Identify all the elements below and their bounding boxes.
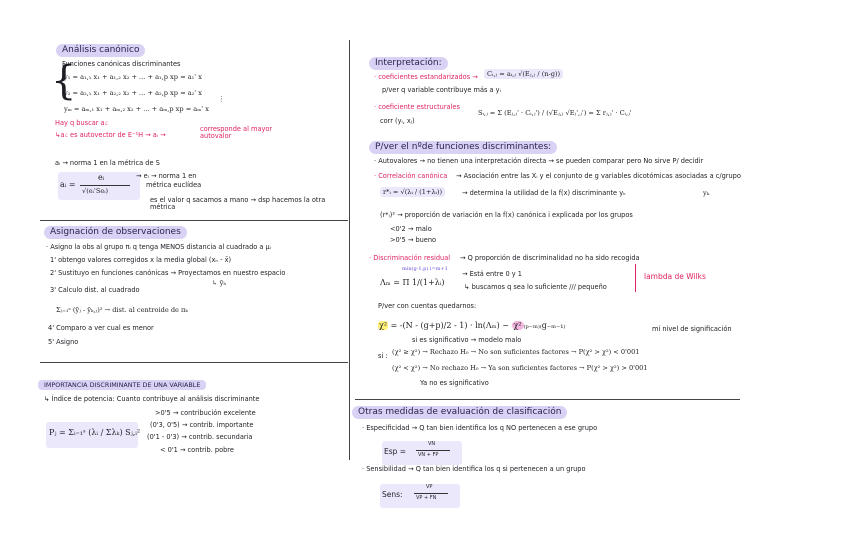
correlacion-text: → Asociación entre las Xᵢ y el conjunto de g variables dicotómicas asociadas a c/grupo [456, 172, 741, 180]
condition-1: (χ² ≥ χ²) → Rechazo H₀ → No son suficientes factores → P(χ² > χ²) < 0'001 [392, 348, 640, 356]
especificidad-line: · Especificidad → Q tan bien identifica los q NO pertenecen a ese grupo [362, 424, 598, 432]
corr-label: corr (yᵢ, xⱼ) [380, 117, 415, 125]
ai-label: aᵢ = [60, 180, 76, 189]
norma-note: aᵢ → norma 1 en la métrica de S [55, 159, 160, 167]
indice-note: ↳ Índice de potencia: Cuanto contribuye al análisis discriminante [44, 395, 260, 403]
left-divider-1 [40, 220, 348, 221]
cij-formula: Cᵢ,ⱼ = aᵢ,ⱼ √(Eⱼ,ⱼ / (n-g)) [484, 69, 563, 79]
asignacion-line-4: 3' Calculo dist. al cuadrado [50, 286, 140, 294]
significativo-note: si es significativo → modelo malo [412, 336, 522, 344]
esp-fraction-bar [416, 450, 450, 451]
esp-numerator: VN [428, 441, 436, 447]
bueno-note: >0'5 → bueno [390, 236, 437, 244]
asignacion-line-5: 4' Comparo a ver cual es menor [48, 324, 154, 332]
autovector-note: ↳aᵢ: es autovector de E⁻¹H → aᵢ → [55, 131, 166, 139]
ei-note-3: es el valor q sacamos a mano → dsp hacemos la otra métrica [150, 196, 326, 212]
range-2: (0'3, 0'5) → contrib. importante [150, 421, 254, 429]
coef-estructurales: · coeficiente estructurales [374, 103, 460, 111]
sens-formula [380, 484, 460, 508]
lambda-limits: min(g-1,p) i=m+1 [402, 266, 448, 272]
heading-interpretacion: Interpretación: [369, 57, 448, 70]
equation-2: y₂ = a₂,₁ x₁ + a₂,₂ x₂ + ... + a₂,p xp = a₂' x [64, 89, 202, 97]
residual-label: · Discriminación residual [369, 254, 451, 262]
vertical-dots: ⋮ [218, 95, 225, 103]
coef-estandarizados: · coeficientes estandarizados → [374, 73, 478, 81]
yk-label: yₖ [703, 189, 710, 197]
r-text: → determina la utilidad de la f(x) discriminante yₖ [462, 189, 626, 197]
right-divider-1 [355, 399, 740, 400]
pver-cuentas: P/ver con cuentas quedarnos: [378, 302, 477, 310]
correlacion-label: · Correlación canónica [374, 172, 448, 180]
vertical-divider [349, 40, 350, 460]
fraction-bar [80, 185, 130, 186]
ai-denominator: √(eᵢ'Seᵢ) [82, 187, 109, 195]
chi-formula: χ² = -(N - (g+p)/2 - 1) · ln(Λₘ) ~ χ² ₍ₚ₋ₘ₎₍g₋ₘ₋₁₎ [379, 321, 566, 330]
sens-fraction-bar [414, 493, 448, 494]
pj-formula: Pⱼ = Σᵢ₌₁ˢ (λᵢ / Σλₖ) Sⱼ,ᵢ² [49, 428, 141, 437]
buscar-label: Hay q buscar aᵢ: [55, 119, 108, 127]
asignacion-line-6: 5' Asigno [48, 338, 79, 346]
heading-canonical: Análisis canónico [56, 44, 145, 57]
wilks-label: lambda de Wilks [644, 272, 706, 281]
ai-formula [58, 172, 140, 200]
pj-formula-box [46, 422, 141, 448]
autovalores-note: · Autovalores → no tienen una interpretación directa → se pueden comparar pero No sirve P/ decidir [374, 157, 704, 165]
sens-numerator: VP [426, 484, 433, 490]
corresponde-note: corresponde al mayor autovalor [200, 125, 273, 140]
canonical-subtitle: Funciones canónicas discriminantes [62, 60, 181, 68]
range-4: < 0'1 → contrib. pobre [160, 446, 234, 454]
r-formula: r*ᵢ = √(λᵢ / (1+λᵢ)) [380, 187, 445, 197]
esp-denominator: VN + FP [418, 452, 439, 458]
ya-no-significativo: Ya no es significativo [420, 379, 489, 387]
equation-3: yₘ = aₘ,₁ x₁ + aₘ,₂ x₂ + ... + aₘ,p xp = aₘ' x [64, 105, 209, 113]
lambda-formula: Λₘ = Π 1/(1+λᵢ) [380, 278, 445, 287]
ei-note-2: métrica euclídea [146, 181, 202, 189]
asignacion-y-tilde: ↳ ỹₕ [212, 279, 227, 287]
asignacion-line-1: · Asigno la obs al grupo πᵢ q tenga MENOS distancia al cuadrado a μᵢ [46, 243, 271, 251]
ai-numerator: eᵢ [98, 173, 105, 182]
pver-variable: p/ver q variable contribuye más a yᵢ [382, 86, 501, 94]
condition-2: (χ² < χ²) → No rechazo H₀ → Ya son suficientes factores → P(χ² > χ²) > 0'001 [392, 364, 648, 372]
sens-label: Sens: [382, 490, 403, 499]
sens-denominator: VP + FN [416, 495, 437, 501]
heading-asignacion: Asignación de observaciones [44, 226, 187, 239]
nivel-note: mi nivel de significación [652, 325, 732, 333]
malo-note: <0'2 → malo [390, 225, 432, 233]
r2-formula: (r*ᵢ)² → proporción de variación en la f(x) canónica i explicada por los grupos [380, 211, 633, 219]
heading-otras-medidas: Otras medidas de evaluación de clasificación [352, 406, 567, 419]
si-label: si : [378, 352, 388, 360]
lambda-entre: → Está entre 0 y 1 [462, 270, 522, 278]
asignacion-line-2: 1' obtengo valores corregidos x la media global (xₕ - x̄) [50, 256, 232, 264]
range-3: (0'1 - 0'3) → contrib. secundaria [147, 433, 253, 441]
residual-text: → Q proporción de discriminalidad no ha sido recogida [460, 254, 640, 262]
equation-1: y₁ = a₁,₁ x₁ + a₁,₂ x₂ + ... + a₁,p xp = a₁' x [64, 73, 202, 81]
heading-importancia: IMPORTANCIA DISCRIMINANTE DE UNA VARIABLE [38, 380, 206, 390]
brace-icon: { [51, 58, 77, 104]
sensibilidad-line: · Sensibilidad → Q tan bien identifica los q si pertenecen a un grupo [362, 465, 586, 473]
sij-formula: Sᵢ,ⱼ = Σ (Eⱼ,ⱼ' · Cᵢ,ⱼ') / (√Eⱼ,ⱼ √Eⱼ',ⱼ') = Σ rⱼ,ⱼ' · Cᵢ,ⱼ' [478, 109, 632, 117]
left-divider-2 [40, 362, 348, 363]
heading-nfunciones: P/ver el nºde funciones discriminantes: [369, 141, 557, 154]
asignacion-line-3: 2' Sustituyo en funciones canónicas → Proyectamos en nuestro espacio [50, 269, 286, 277]
esp-label: Esp = [384, 447, 407, 456]
esp-formula [382, 441, 462, 465]
ei-note-1: → eᵢ → norma 1 en [136, 172, 197, 180]
range-1: >0'5 → contribución excelente [155, 409, 256, 417]
wilks-brace [635, 264, 636, 292]
asignacion-sum: Σⱼ₌₁ˢ (ỹⱼ - ȳₖ,ⱼ)² → dist. al centroide de πₖ [56, 306, 188, 314]
lambda-buscamos: ↳ buscamos q sea lo suficiente /// pequeño [464, 283, 607, 291]
